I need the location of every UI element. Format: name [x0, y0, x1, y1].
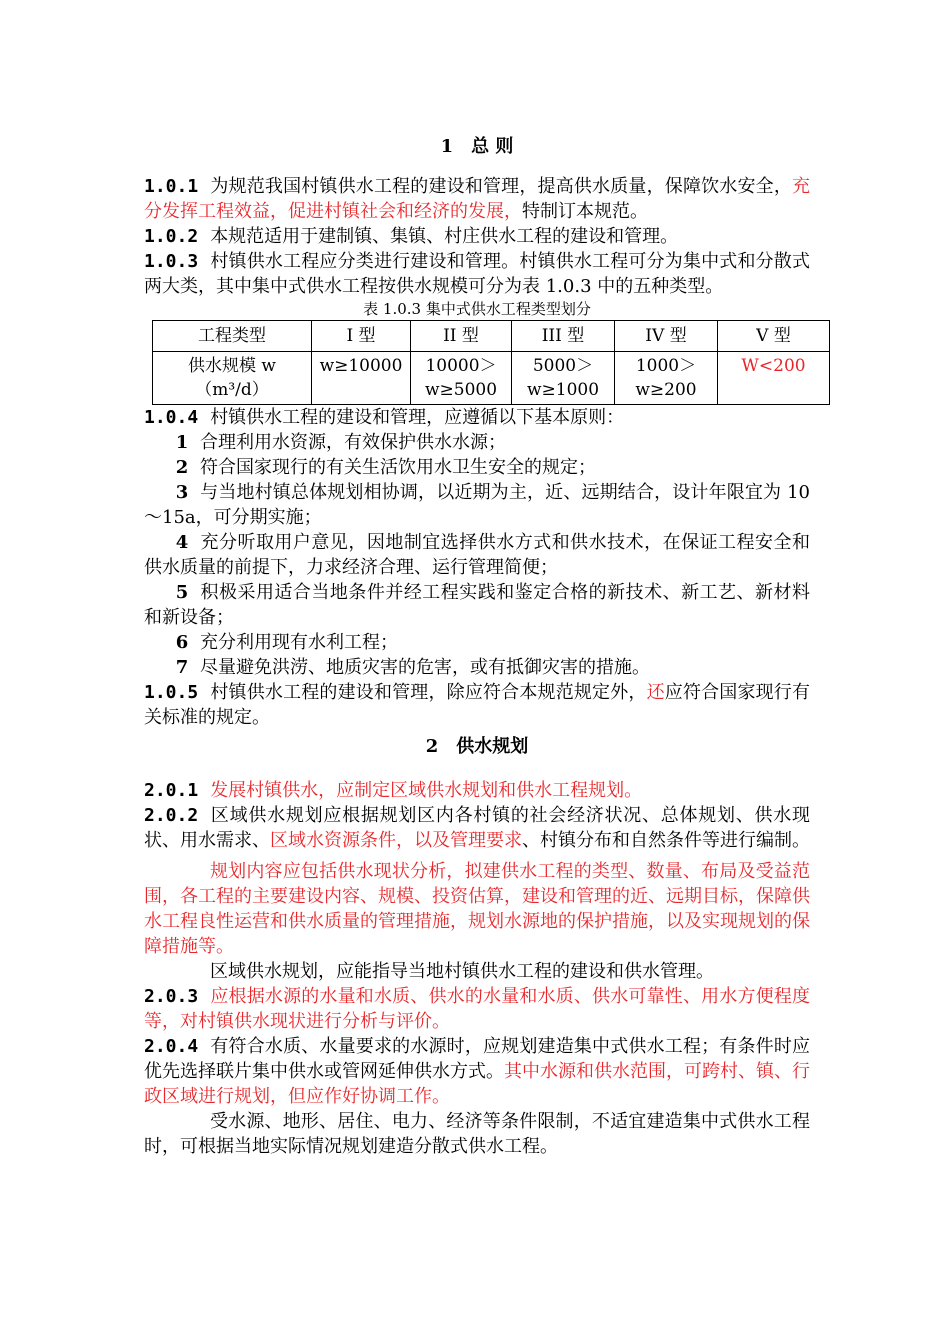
clause-2-0-4: 2.0.4 有符合水质、水量要求的水源时，应规划建造集中式供水工程；有条件时应优先选择联片集中供水或管网延伸供水方式。其中水源和供水范围，可跨村、镇、行政区域进行规划，但应作好协调工作。: [144, 1036, 810, 1107]
clause-2-0-2-paragraph-3: 区域供水规划，应能指导当地村镇供水工程的建设和供水管理。: [210, 961, 714, 982]
list-item: 2 符合国家现行的有关生活饮用水卫生安全的规定；: [175, 457, 596, 478]
clause-1-0-4: 1.0.4 村镇供水工程的建设和管理，应遵循以下基本原则：: [144, 407, 625, 428]
clause-number: 2.0.3: [144, 986, 199, 1007]
clause-1-0-2: 1.0.2 本规范适用于建制镇、集镇、村庄供水工程的建设和管理。: [144, 226, 679, 247]
highlighted-text: 其中水源和供水范围，可跨村、镇、行政区域进行规划，但应作好协调工作。: [144, 1061, 810, 1107]
clause-number: 1.0.5: [144, 682, 199, 703]
clause-number: 2.0.2: [144, 805, 199, 826]
highlighted-text: 应根据水源的水量和水质、供水的水量和水质、供水可靠性、用水方便程度等，对村镇供水现状进行分析与评价。: [144, 986, 810, 1032]
document-body: [144, 128, 810, 1159]
clause-number: 1.0.4: [144, 407, 199, 428]
list-item: 4 充分听取用户意见，因地制宜选择供水方式和供水技术，在保证工程安全和供水质量的前提下，力求经济合理、运行管理简便；: [144, 532, 810, 578]
list-item: 3 与当地村镇总体规划相协调，以近期为主，近、远期结合，设计年限宜为 10～15a，可分期实施；: [144, 482, 810, 528]
table-header-row: [153, 321, 830, 352]
list-item: 7 尽量避免洪涝、地质灾害的危害，或有抵御灾害的措施。: [175, 657, 650, 678]
clause-2-0-2-paragraph-2: 规划内容应包括供水现状分析，拟建供水工程的类型、数量、布局及受益范围，各工程的主要建设内容、规模、投资估算，建设和管理的近、远期目标，保障供水工程良性运营和供水质量的管理措施，规划水源地的保护措施，以及实现规划的保障措施等。: [144, 861, 810, 957]
highlighted-text: 发展村镇供水，应制定区域供水规划和供水工程规划。: [210, 780, 643, 801]
table-row: [153, 352, 830, 405]
supply-type-table: [152, 320, 830, 405]
clause-2-0-4-paragraph-2: 受水源、地形、居住、电力、经济等条件限制，不适宜建造集中式供水工程时，可根据当地实际情况规划建造分散式供水工程。: [144, 1111, 810, 1157]
clause-2-0-3: [144, 984, 810, 1034]
clause-1-0-1: 1.0.1 为规范我国村镇供水工程的建设和管理，提高供水质量，保障饮水安全，充分发挥工程效益，促进村镇社会和经济的发展，特制订本规范。: [144, 176, 810, 222]
clause-1-0-3: 1.0.3 村镇供水工程应分类进行建设和管理。村镇供水工程可分为集中式和分散式两大类，其中集中式供水工程按供水规模可分为表 1.0.3 中的五种类型。: [144, 251, 810, 297]
clause-number: 1.0.2: [144, 226, 199, 247]
clause-number: 1.0.3: [144, 251, 199, 272]
clause-number: 2.0.4: [144, 1036, 199, 1057]
table-cell: 10000＞ w≥5000: [411, 352, 512, 405]
clause-1-0-5: 1.0.5 村镇供水工程的建设和管理，除应符合本规范规定外，还应符合国家现行有关标准的规定。: [144, 682, 811, 728]
table-cell: W<200: [718, 352, 830, 405]
clause-2-0-2: 2.0.2 区域供水规划应根据规划区内各村镇的社会经济状况、总体规划、供水现状、用水需求、区域水资源条件，以及管理要求、村镇分布和自然条件等进行编制。: [144, 805, 810, 851]
header-cell: II 型: [411, 321, 512, 352]
highlighted-text: 充分发挥工程效益，促进村镇社会和经济的发展，: [144, 176, 810, 222]
row-label-cell: 供水规模 w（m³/d）: [153, 352, 312, 405]
clause-number: 2.0.1: [144, 780, 199, 801]
clause-2-0-1: [144, 778, 810, 803]
chapter-1-title: 1 总 则: [440, 136, 514, 157]
header-cell: I 型: [312, 321, 411, 352]
header-cell: IV 型: [615, 321, 718, 352]
highlighted-text: 区域水资源条件，以及管理要求: [270, 830, 522, 851]
table-cell: 5000＞ w≥1000: [512, 352, 615, 405]
clause-number: 1.0.1: [144, 176, 199, 197]
list-item: 1 合理利用水资源，有效保护供水水源；: [175, 432, 506, 453]
table-cell: 1000＞ w≥200: [615, 352, 718, 405]
table-caption: 表 1.0.3 集中式供水工程类型划分: [363, 300, 591, 318]
header-cell: III 型: [512, 321, 615, 352]
header-cell: V 型: [718, 321, 830, 352]
header-cell: 工程类型: [153, 321, 312, 352]
table-cell: w≥10000: [312, 352, 411, 405]
chapter-2-title: 2 供水规划: [425, 736, 529, 757]
highlighted-text: 还: [646, 682, 665, 703]
list-item: 5 积极采用适合当地条件并经工程实践和鉴定合格的新技术、新工艺、新材料和新设备；: [144, 582, 810, 628]
list-item: 6 充分利用现有水利工程；: [175, 632, 398, 653]
